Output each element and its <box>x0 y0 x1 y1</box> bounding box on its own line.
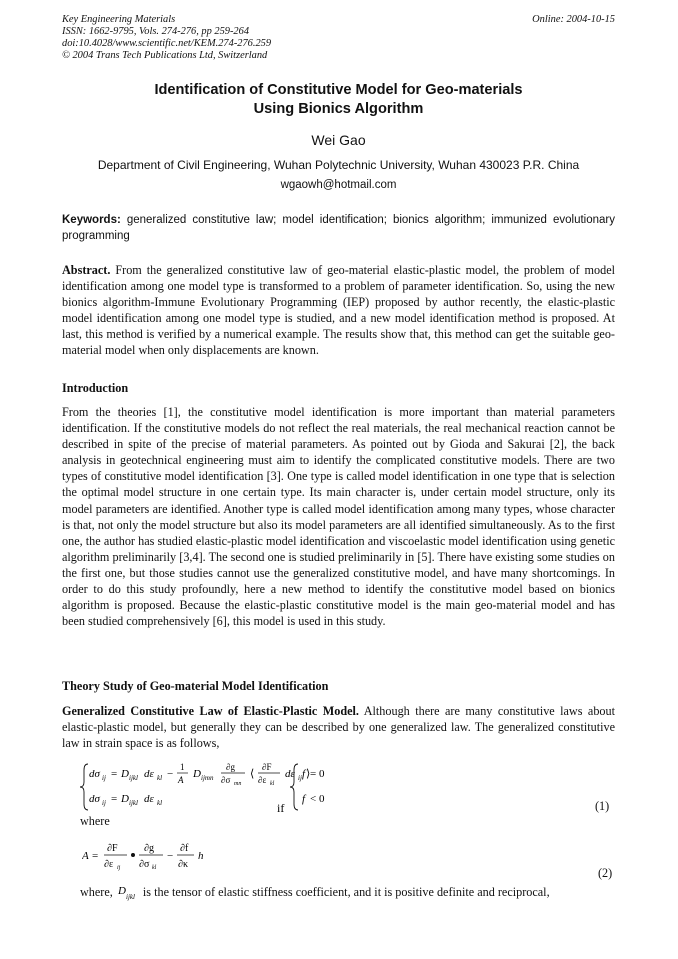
svg-text:ij: ij <box>117 865 121 871</box>
svg-text:D: D <box>121 793 129 805</box>
svg-text:∂F: ∂F <box>262 762 272 772</box>
svg-text:dσ: dσ <box>89 793 100 805</box>
svg-text:∂g: ∂g <box>226 762 235 772</box>
svg-text:ijkl: ijkl <box>129 799 138 807</box>
online-date: Online: 2004-10-15 <box>532 14 615 25</box>
svg-text:=: = <box>111 793 118 805</box>
journal-name: Key Engineering Materials <box>62 14 176 25</box>
svg-text:A: A <box>82 850 89 862</box>
svg-text:⟩: ⟩ <box>306 768 311 780</box>
svg-text:−: − <box>167 768 174 780</box>
svg-text:=: = <box>92 850 99 862</box>
svg-text:∂σ: ∂σ <box>139 859 150 870</box>
journal-copyright: © 2004 Trans Tech Publications Ltd, Switzerland <box>62 50 268 61</box>
svg-text:dε: dε <box>144 793 154 805</box>
author-affiliation: Department of Civil Engineering, Wuhan Polytechnic University, Wuhan 430023 P.R. China <box>97 158 580 172</box>
keywords <box>62 212 615 244</box>
svg-text:ij: ij <box>102 799 106 807</box>
svg-text:∂g: ∂g <box>144 843 154 854</box>
svg-text:∂ε: ∂ε <box>258 775 267 785</box>
svg-text:A: A <box>178 775 184 785</box>
svg-text:kl: kl <box>157 774 163 782</box>
theory-subheading: Generalized Constitutive Law of Elastic-Plastic Model. <box>62 704 359 718</box>
svg-text:kl: kl <box>157 799 163 807</box>
author-email: wgaowh@hotmail.com <box>280 179 397 191</box>
svg-text:ij: ij <box>102 774 106 782</box>
author-name: Wei Gao <box>311 132 366 148</box>
abstract-text: From the generalized constitutive law of geo-material elastic-plastic model, the problem of model identification among one model type is transformed to a problem of parameter identification. So, using the new bionics algorithm-Immune Evolutionary Programming (IEP) proposed by author recently, the elastic-plastic model identification among one model type is studied, and a new model identification method is proposed. At last, this method is verified by a numerical example. The results show that, this method can get the suitable geo-material model when only displacements are known. <box>62 263 615 358</box>
svg-text:dσ: dσ <box>89 768 100 780</box>
svg-text:kl: kl <box>152 865 157 871</box>
svg-text:= 0: = 0 <box>310 768 325 780</box>
where-prefix: where, <box>80 885 113 899</box>
equation-2 <box>82 838 312 878</box>
theory-heading: Theory Study of Geo-material Model Identification <box>62 679 329 693</box>
svg-text:ijkl: ijkl <box>125 893 135 901</box>
svg-text:−: − <box>167 850 174 862</box>
theory-text: Although there are many constitutive laws about elastic-plastic model, but generally they can be described by one generalized law. The generalized constitutive law in strain space is as follows, <box>62 704 615 751</box>
journal-issn: ISSN: 1662-9795, Vols. 274-276, pp 259-264 <box>62 26 250 37</box>
svg-text:f: f <box>302 793 306 805</box>
svg-text:D: D <box>193 768 201 780</box>
svg-text:ijkl: ijkl <box>129 774 138 782</box>
where-label: where <box>80 814 110 828</box>
if-label: if <box>277 801 285 812</box>
svg-text:dε: dε <box>144 768 154 780</box>
where-suffix: is the tensor of elastic stiffness coefficient, and it is positive definite and reciprocal, <box>142 885 550 899</box>
svg-text:dε: dε <box>285 768 295 780</box>
svg-text:D: D <box>121 768 129 780</box>
svg-text:⟨: ⟨ <box>250 768 255 780</box>
svg-text:mn: mn <box>234 781 242 787</box>
svg-text:∂ε: ∂ε <box>104 859 114 870</box>
equation-2-number: (2) <box>598 866 613 880</box>
abstract <box>62 262 615 359</box>
journal-header <box>62 14 615 62</box>
equation-1 <box>80 762 540 812</box>
svg-text:kl: kl <box>270 781 275 787</box>
svg-text:ijmn: ijmn <box>201 774 214 782</box>
keywords-text: generalized constitutive law; model identification; bionics algorithm; immunized evolutionary programming <box>62 214 615 242</box>
abstract-label: Abstract. <box>62 263 111 277</box>
svg-text:∂f: ∂f <box>180 843 189 854</box>
title-line-1: Identification of Constitutive Model for Geo-materials <box>154 82 523 98</box>
svg-text:f: f <box>302 768 306 780</box>
keywords-label: Keywords: <box>62 214 121 226</box>
svg-text:h: h <box>198 850 204 862</box>
d-ijkl-symbol <box>116 884 140 902</box>
svg-text:< 0: < 0 <box>310 793 325 805</box>
paper-title <box>62 81 615 119</box>
introduction-text: From the theories [1], the constitutive model identification is more important than material parameters identification. If the constitutive models do not reflect the real materials, the real mechanical reaction cannot be described in spite of the precise of material parameters. As pointed out by Gioda and Sakurai [2], the back analysis in geotechnical engineering must aim to identify the complicated constitutive models. There are two types of constitutive model identification [3]. One type is called model identification in one type that is selection the optimal model structure in one certain type. Its main character is, under certain model structure, only its model parameters are identified. Another type is called model identification among many types, whose character is that, not only the model structure but also its model parameters are all identified simultaneously. As to the first one, the author has studied elastic-plastic model identification and viscoelastic model identification using genetic algorithm preliminarily [3,4]. The second one is studied preliminarily in [5]. There have existing some studies on the first one, but those studies cannot use the generalized constitutive model, and have many shortcomings. In order to do this study profoundly, here a new method to identify the constitutive model based on bionics algorithm is proposed. Because the elastic-plastic constitutive model is the main geo-material model and has been studied comprehensively [6], this model is used in this study. <box>62 405 615 629</box>
svg-text:1: 1 <box>180 762 185 772</box>
svg-text:∂σ: ∂σ <box>221 775 231 785</box>
svg-text:=: = <box>111 768 118 780</box>
where-definition <box>80 884 550 902</box>
journal-doi: doi:10.4028/www.scientific.net/KEM.274-276.259 <box>62 38 272 49</box>
introduction-heading: Introduction <box>62 381 129 395</box>
equation-1-number: (1) <box>595 799 610 813</box>
svg-text:∂κ: ∂κ <box>178 859 188 870</box>
svg-text:ij: ij <box>298 774 302 782</box>
title-line-2: Using Bionics Algorithm <box>253 101 424 117</box>
theory-paragraph <box>62 703 615 751</box>
svg-text:D: D <box>117 885 126 897</box>
svg-text:∂F: ∂F <box>107 843 118 854</box>
